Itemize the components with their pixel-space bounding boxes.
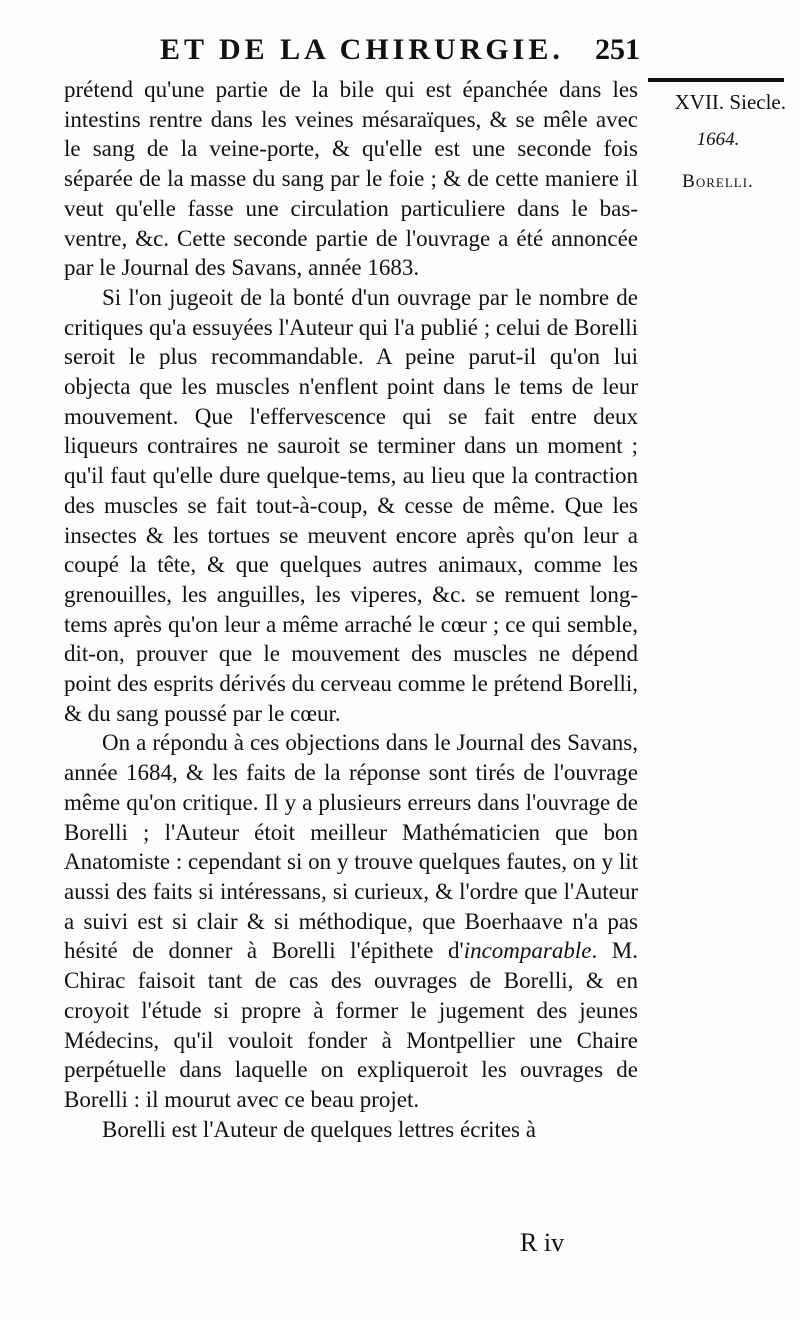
signature-mark: R iv xyxy=(520,1228,565,1257)
margin-century: XVII. Siecle. xyxy=(674,90,786,114)
paragraph-1: prétend qu'une partie de la bile qui est épanchée dans les intestins rentre dans les veines mésaraïques, & se mêle avec le sang de la veine-porte, & qu'elle est une seconde fois séparée de la masse du sang par le foie ; & de cette maniere il veut qu'elle fasse une circulation particuliere dans le bas-ventre, &c. Cette seconde partie de l'ouvrage a été annoncée par le Journal des Savans, année 1683. xyxy=(64,77,638,281)
margin-name: Borelli. xyxy=(682,171,754,192)
page-number: 251 xyxy=(595,33,640,66)
paragraph-3 xyxy=(64,728,638,1114)
margin-year: 1664. xyxy=(696,129,740,150)
paragraph-3-italic: incomparable xyxy=(463,938,592,964)
running-title: ET DE LA CHIRURGIE. xyxy=(160,33,564,66)
paragraph-3-text-a: On a répondu à ces objections dans le Journal des Savans, année 1684, & les faits de la réponse sont tirés de l'ouvrage même qu'on critique. Il y a plusieurs erreurs dans l'ouvrage de Borelli ; l'Auteur étoit meilleur Mathématicien que bon Anatomiste : cependant si on y trouve quelques fautes, on y lit aussi des faits si intéressans, si curieux, & l'ordre que l'Auteur a suivi est si clair & si méthodique, que Boerhaave n'a pas hésité de donner à Borelli l'épithete d' xyxy=(64,730,638,964)
margin-notes xyxy=(640,86,796,202)
paragraph-2: Si l'on jugeoit de la bonté d'un ouvrage par le nombre de critiques qu'a essuyées l'Auteur qui l'a publié ; celui de Borelli seroit le plus recommandable. A peine parut-il qu'on lui objecta que les muscles n'enflent point dans le tems de leur mouvement. Que l'effervescence qui se fait entre deux liqueurs contraires ne sauroit se terminer dans un moment ; qu'il faut qu'elle dure quelque-tems, au lieu que la contraction des muscles se fait tout-à-coup, & cesse de même. Que les insectes & les tortues se meuvent encore après qu'on leur a coupé la tête, & que quelques autres animaux, comme les grenouilles, les anguilles, les viperes, &c. se remuent long-tems après qu'on leur a même arraché le cœur ; ce qui semble, dit-on, prouver que le mouvement des muscles ne dépend point des esprits dérivés du cerveau comme le prétend Borelli, & du sang poussé par le cœur. xyxy=(64,284,638,726)
margin-rule xyxy=(648,78,784,82)
running-head xyxy=(160,28,700,72)
main-text xyxy=(64,75,638,1144)
paragraph-4: Borelli est l'Auteur de quelques lettres écrites à xyxy=(102,1116,536,1142)
paragraph-3-text-b: . M. Chirac faisoit tant de cas des ouvrages de Borelli, & en croyoit l'étude si propre à former le jugement des jeunes Médecins, qu'il vouloit fonder à Montpellier une Chaire perpétuelle dans laquelle on expliqueroit les ouvrages de Borelli : il mourut avec ce beau projet. xyxy=(64,938,638,1112)
